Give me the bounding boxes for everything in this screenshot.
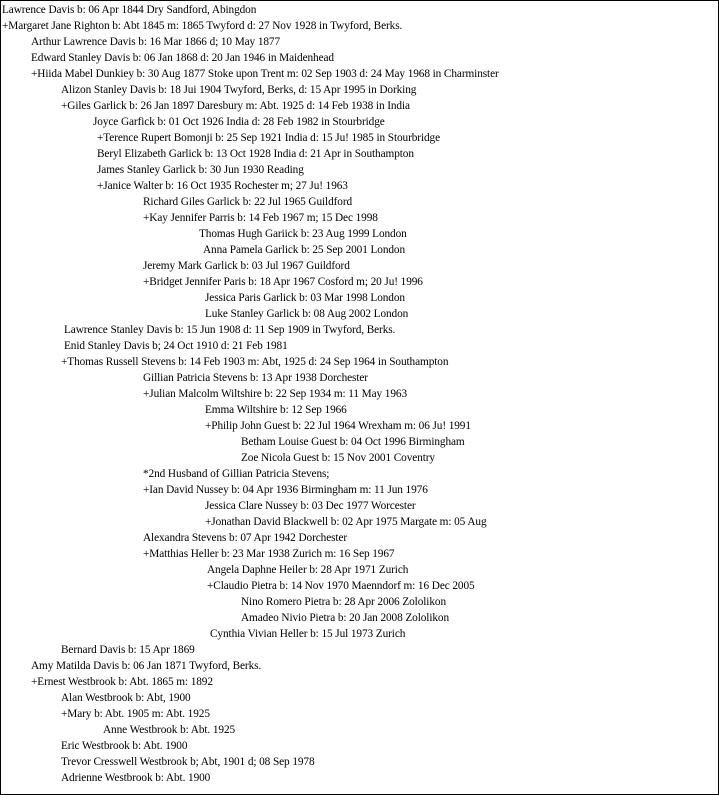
tree-entry: +Ian David Nussey b: 04 Apr 1936 Birmingham m: 11 Jun 1976	[143, 484, 428, 496]
tree-entry: Anna Pamela Garlick b: 25 Sep 2001 London	[203, 244, 406, 256]
tree-entry: Enid Stanley Davis b; 24 Oct 1910 d: 21 Feb 1981	[64, 340, 288, 352]
tree-entry: Jessica Clare Nussey b: 03 Dec 1977 Worcester	[205, 500, 416, 512]
tree-entry: Beryl Elizabeth Garlick b: 13 Oct 1928 India d: 21 Apr in Southampton	[97, 148, 414, 160]
tree-entry: Alizon Stanley Davis b: 18 Jui 1904 Twyford, Berks, d: 15 Apr 1995 in Dorking	[61, 84, 417, 96]
tree-entry: Nino Romero Pietra b: 28 Apr 2006 Zololikon	[241, 596, 446, 608]
tree-entry: Gillian Patricia Stevens b: 13 Apr 1938 Dorchester	[143, 372, 368, 384]
tree-entry: +Ernest Westbrook b: Abt. 1865 m: 1892	[31, 676, 213, 688]
tree-entry: Anne Westbrook b: Abt. 1925	[103, 724, 236, 736]
tree-entry: +Terence Rupert Bomonji b: 25 Sep 1921 India d: 15 Ju! 1985 in Stourbridge	[97, 132, 441, 144]
tree-entry: +Thomas Russell Stevens b: 14 Feb 1903 m: Abt, 1925 d: 24 Sep 1964 in Southampton	[61, 356, 449, 368]
tree-entry: Amadeo Nivio Pietra b: 20 Jan 2008 Zololikon	[241, 612, 450, 624]
tree-entry: +Mary b: Abt. 1905 m: Abt. 1925	[61, 708, 210, 720]
tree-entry: +Julian Malcolm Wiltshire b: 22 Sep 1934 m: 11 May 1963	[143, 388, 407, 400]
tree-entry: +Margaret Jane Righton b: Abt 1845 m: 1865 Twyford d: 27 Nov 1928 in Twyford, Berks.	[2, 20, 403, 32]
tree-entry: Luke Stanley Garlick b: 08 Aug 2002 London	[205, 308, 409, 320]
tree-entry: +Jonathan David Blackwell b: 02 Apr 1975 Margate m: 05 Aug	[205, 516, 487, 528]
tree-entry: Jessica Paris Garlick b: 03 Mar 1998 London	[205, 292, 405, 304]
tree-entry: James Stanley Garlick b: 30 Jun 1930 Reading	[97, 164, 304, 176]
tree-entry: +Philip John Guest b: 22 Jul 1964 Wrexham m: 06 Ju! 1991	[205, 420, 471, 432]
tree-entry: Cynthia Vivian Heller b: 15 Jul 1973 Zurich	[210, 628, 406, 640]
tree-entry: Amy Matilda Davis b: 06 Jan 1871 Twyford, Berks.	[31, 660, 262, 672]
tree-entry: Bernard Davis b: 15 Apr 1869	[61, 644, 195, 656]
tree-entry: Edward Stanley Davis b: 06 Jan 1868 d: 20 Jan 1946 in Maidenhead	[31, 52, 334, 64]
tree-entry: +Claudio Pietra b: 14 Nov 1970 Maenndorf m: 16 Dec 2005	[207, 580, 475, 592]
tree-entry: Angela Daphne Heiler b: 28 Apr 1971 Zurich	[207, 564, 409, 576]
tree-entry: Joyce Garfick b: 01 Oct 1926 India d: 28 Feb 1982 in Stourbridge	[93, 116, 385, 128]
tree-entry: +Bridget Jennifer Paris b: 18 Apr 1967 Cosford m; 20 Ju! 1996	[143, 276, 423, 288]
tree-entry: +Matthias Heller b: 23 Mar 1938 Zurich m: 16 Sep 1967	[143, 548, 395, 560]
tree-entry: +Kay Jennifer Parris b: 14 Feb 1967 m; 15 Dec 1998	[143, 212, 378, 224]
tree-entry: Trevor Cresswell Westbrook b; Abt, 1901 d; 08 Sep 1978	[61, 756, 315, 768]
tree-entry: Adrienne Westbrook b: Abt. 1900	[61, 772, 211, 784]
tree-entry: Lawrence Stanley Davis b: 15 Jun 1908 d: 11 Sep 1909 in Twyford, Berks.	[64, 324, 396, 336]
tree-entry: Alexandra Stevens b: 07 Apr 1942 Dorchester	[143, 532, 348, 544]
tree-entry: Arthur Lawrence Davis b: 16 Mar 1866 d; 10 May 1877	[31, 36, 281, 48]
tree-entry: Emma Wiltshire b: 12 Sep 1966	[205, 404, 347, 416]
tree-entry: Betham Louise Guest b: 04 Oct 1996 Birmingham	[241, 436, 465, 448]
tree-entry: Eric Westbrook b: Abt. 1900	[61, 740, 188, 752]
tree-entry: Richard Giles Garlick b: 22 Jul 1965 Guildford	[143, 196, 353, 208]
tree-entry: Alan Westbrook b: Abt, 1900	[61, 692, 191, 704]
tree-entry: +Janice Walter b: 16 Oct 1935 Rochester m; 27 Ju! 1963	[97, 180, 348, 192]
tree-entry: +Giles Garlick b: 26 Jan 1897 Daresbury m: Abt. 1925 d: 14 Feb 1938 in India	[61, 100, 410, 112]
tree-entry: Jeremy Mark Garlick b: 03 Jul 1967 Guildford	[143, 260, 350, 272]
tree-entry: Zoe Nicola Guest b: 15 Nov 2001 Coventry	[241, 452, 435, 464]
tree-entry: +Hiida Mabel Dunkiey b: 30 Aug 1877 Stoke upon Trent m: 02 Sep 1903 d: 24 May 1968 in Charminster	[31, 68, 499, 80]
tree-entry: Thomas Hugh Gariick b: 23 Aug 1999 London	[199, 228, 407, 240]
tree-entry: Lawrence Davis b: 06 Apr 1844 Dry Sandford, Abingdon	[2, 4, 257, 16]
tree-entry: *2nd Husband of Gillian Patricia Stevens;	[143, 468, 330, 480]
